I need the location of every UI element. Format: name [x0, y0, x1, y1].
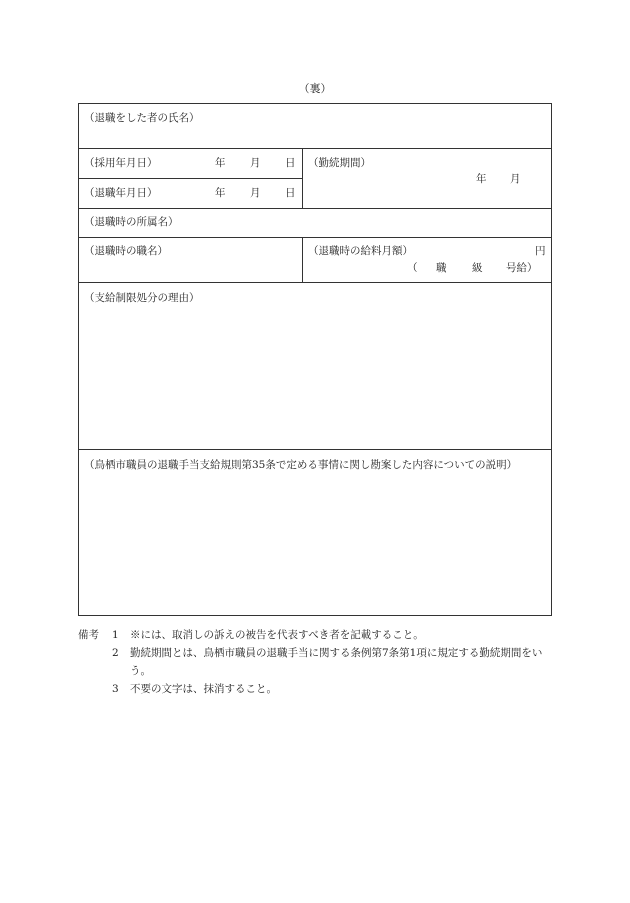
notes-heading: 備考	[78, 629, 99, 641]
column-divider	[302, 237, 303, 282]
grade-kyu-unit: 級	[472, 262, 483, 274]
page-title: （裏）	[298, 82, 332, 95]
note-number: 1	[112, 629, 119, 641]
position-label: （退職時の職名）	[84, 245, 168, 257]
hire-date-label: （採用年月日）	[84, 157, 158, 169]
retire-day-unit: 日	[285, 187, 296, 199]
note-text: 勤続期間とは、鳥栖市職員の退職手当に関する条例第7条第1項に規定する勤続期間をいう。	[130, 647, 543, 677]
explanation-label: （鳥栖市職員の退職手当支給規則第35条で定める事情に関し勘案した内容についての説明）	[84, 459, 518, 471]
service-year-unit: 年	[476, 173, 487, 185]
note-number: 2	[112, 647, 119, 659]
note-item	[78, 626, 552, 644]
retiree-name-label: （退職をした者の氏名）	[84, 112, 200, 124]
grade-gokyu-unit: 号給）	[506, 262, 538, 274]
row-divider	[79, 282, 551, 283]
hire-month-unit: 月	[250, 157, 261, 169]
note-item	[78, 680, 552, 698]
service-period-label: （勤続期間）	[308, 157, 371, 169]
reason-label: （支給制限処分の理由）	[84, 292, 200, 304]
service-month-unit: 月	[510, 173, 521, 185]
note-item	[78, 644, 552, 680]
retire-year-unit: 年	[215, 187, 226, 199]
column-divider	[302, 148, 303, 208]
hire-day-unit: 日	[285, 157, 296, 169]
affiliation-label: （退職時の所属名）	[84, 216, 179, 228]
row-divider	[79, 178, 302, 179]
grade-shoku-unit: 職	[436, 262, 447, 274]
salary-label: （退職時の給料月額）	[308, 245, 413, 257]
note-text: 不要の文字は、抹消すること。	[130, 683, 277, 695]
retire-month-unit: 月	[250, 187, 261, 199]
grade-open-paren: （	[407, 262, 418, 274]
note-text: ※には、取消しの訴えの被告を代表すべき者を記載すること。	[130, 629, 424, 641]
row-divider	[79, 449, 551, 450]
notes-section	[78, 626, 552, 698]
row-divider	[79, 148, 551, 149]
row-divider	[79, 237, 551, 238]
retire-date-label: （退職年月日）	[84, 187, 158, 199]
row-divider	[79, 208, 551, 209]
hire-year-unit: 年	[215, 157, 226, 169]
salary-yen-unit: 円	[535, 245, 546, 257]
note-number: 3	[112, 683, 119, 695]
retirement-form	[78, 103, 552, 616]
